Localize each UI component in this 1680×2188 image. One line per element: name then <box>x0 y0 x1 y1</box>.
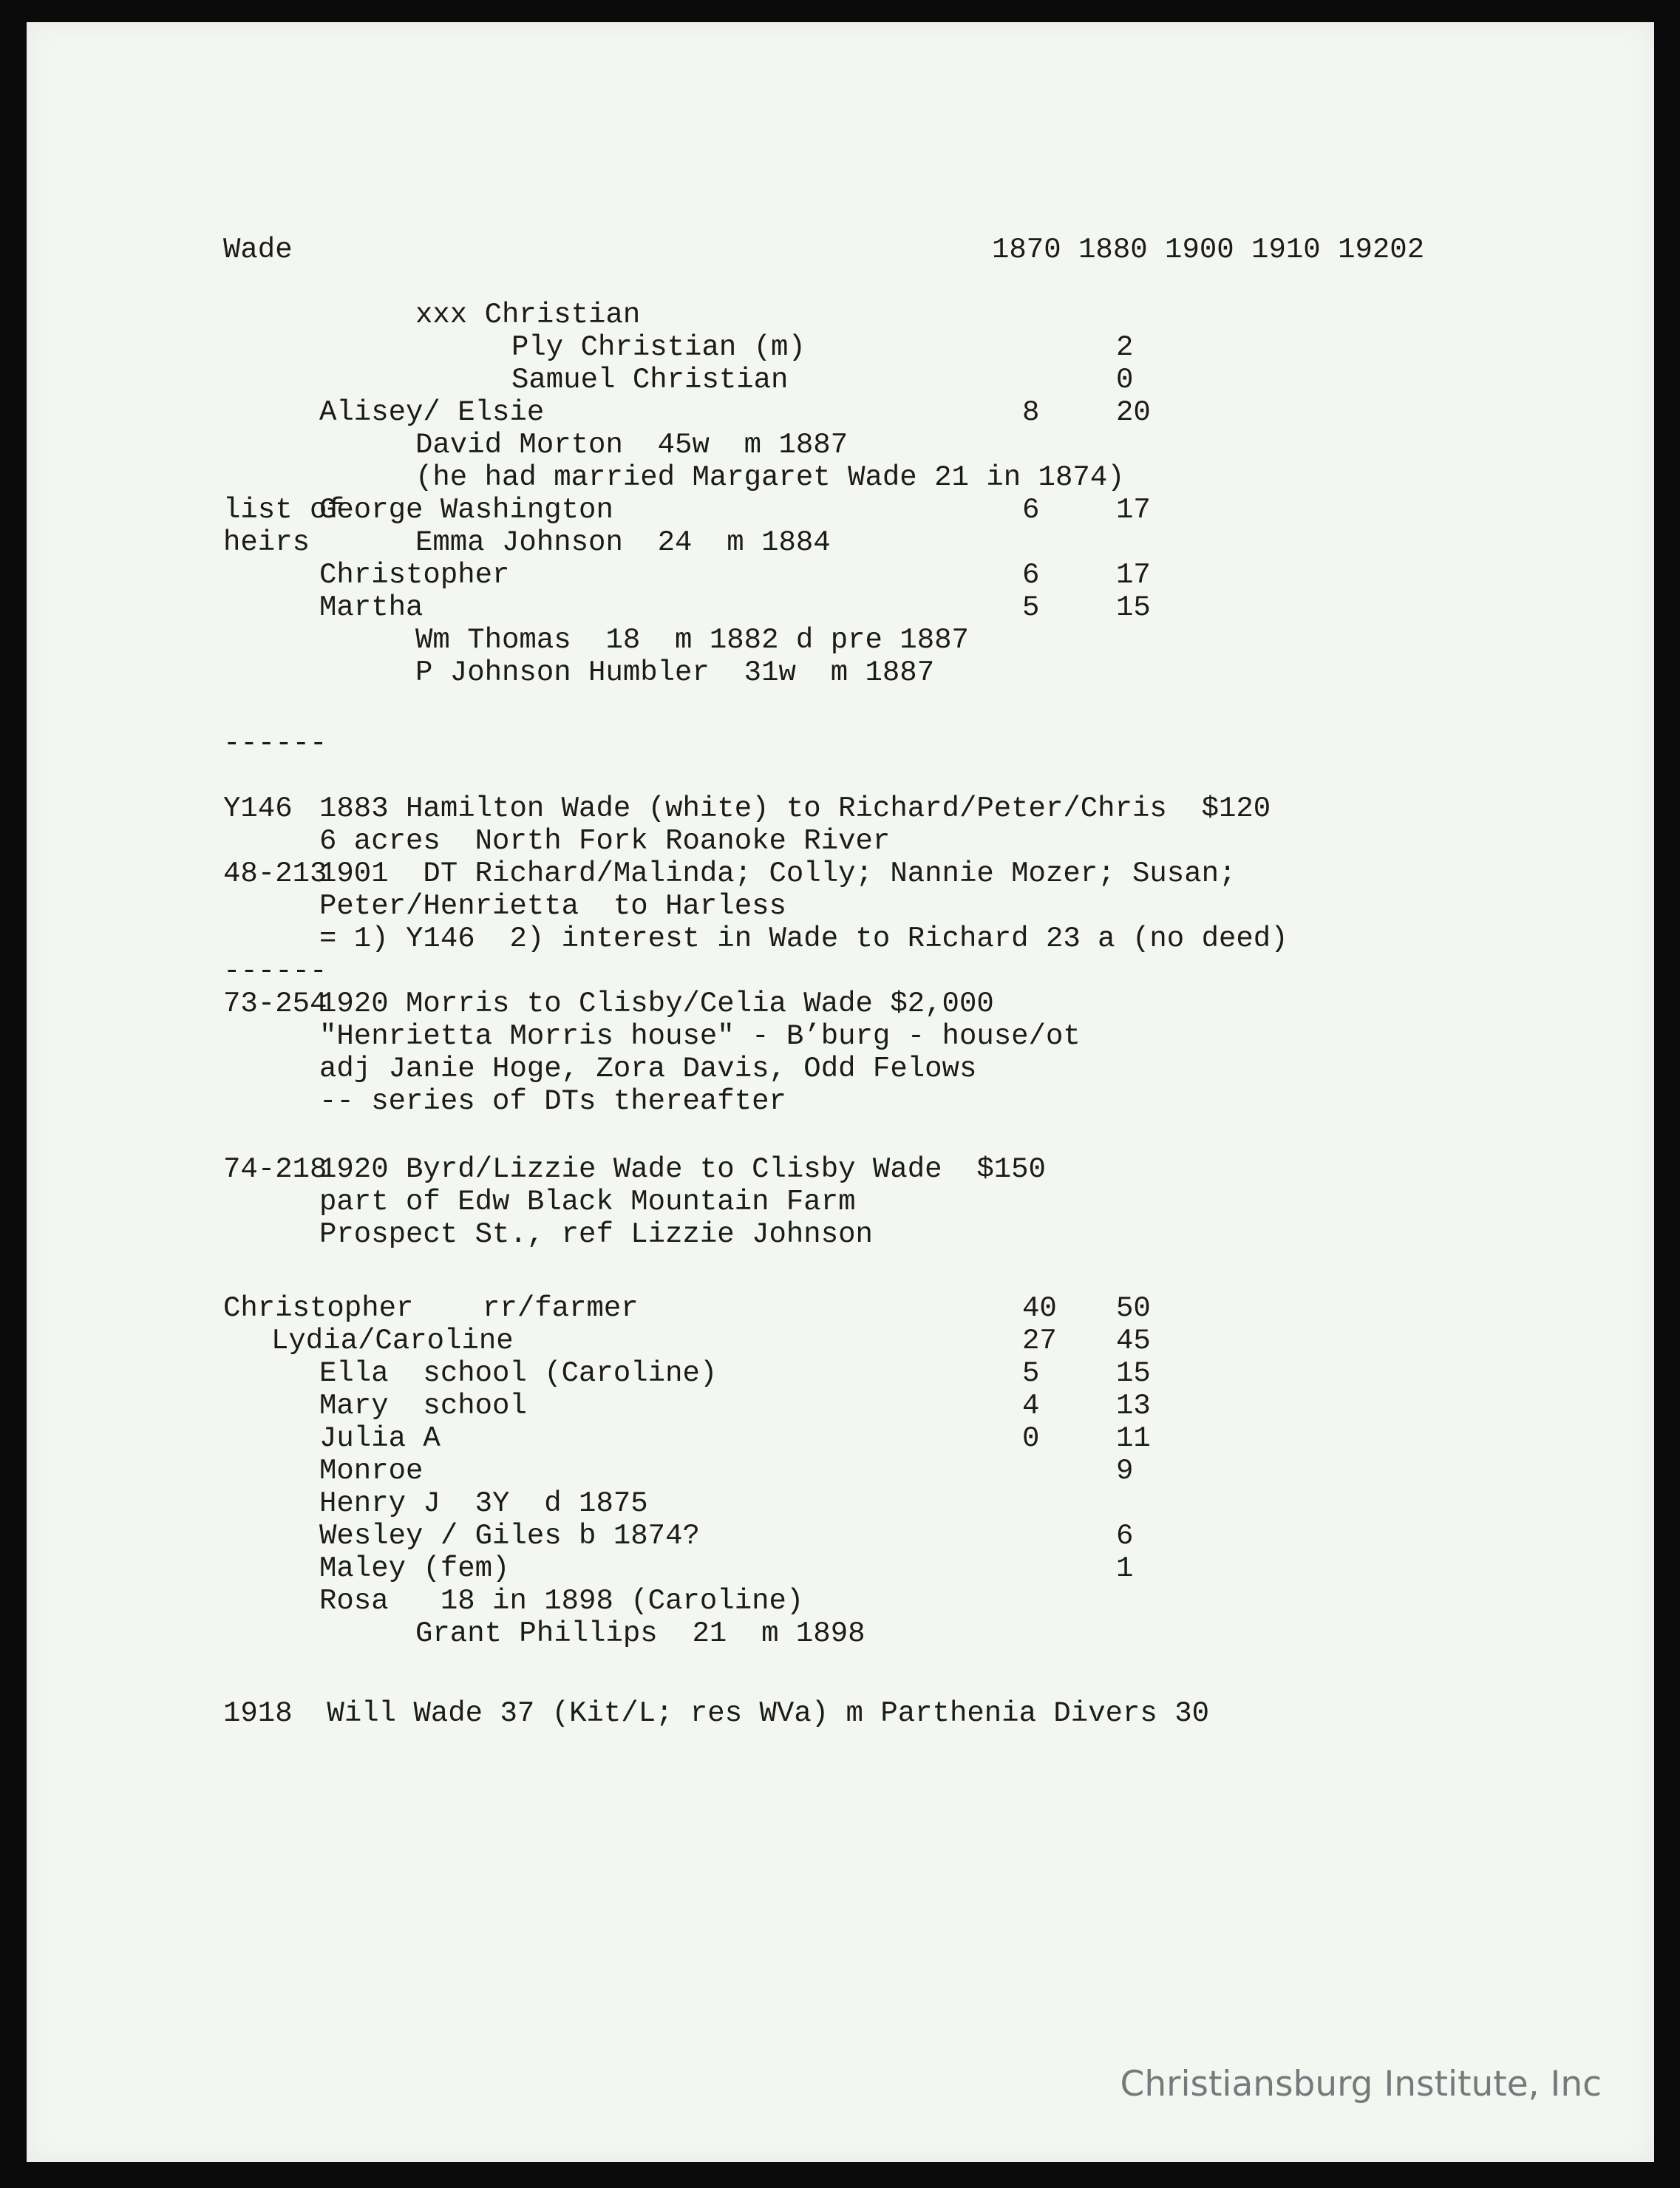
census-entry: Mary school <box>319 1390 527 1422</box>
deed-line: 1901 DT Richard/Malinda; Colly; Nannie Mozer; Susan; <box>319 857 1237 890</box>
deed-line: part of Edw Black Mountain Farm <box>319 1186 856 1218</box>
deed-line: = 1) Y146 2) interest in Wade to Richard 23 a (no deed) <box>319 923 1288 955</box>
census-entry: Ella school (Caroline) <box>319 1357 718 1390</box>
census-entry: Martha <box>319 591 424 624</box>
census-entry: Maley (fem) <box>319 1552 510 1585</box>
census-entry: George Washington <box>319 494 613 526</box>
census-entry: Emma Johnson 24 m 1884 <box>415 526 831 559</box>
census-value: 0 <box>1116 364 1134 396</box>
census-entry: Samuel Christian <box>511 364 789 396</box>
census-value: 6 <box>1022 494 1040 526</box>
census-entry: Grant Phillips 21 m 1898 <box>415 1617 865 1650</box>
census-value: 40 <box>1022 1292 1057 1325</box>
census-entry: Christopher <box>319 559 510 591</box>
census-entry: P Johnson Humbler 31w m 1887 <box>415 656 935 689</box>
census-value: 6 <box>1022 559 1040 591</box>
census-entry: Ply Christian (m) <box>511 331 806 364</box>
census-value: 13 <box>1116 1390 1151 1422</box>
census-value: 5 <box>1022 1357 1040 1390</box>
census-entry: (he had married Margaret Wade 21 in 1874) <box>415 461 1125 494</box>
census-entry: xxx Christian <box>415 299 641 331</box>
census-value: 4 <box>1022 1390 1040 1422</box>
census-entry: Wesley / Giles b 1874? <box>319 1520 700 1552</box>
header-years: 1870 1880 1900 1910 19202 <box>992 234 1425 266</box>
deed-line: Peter/Henrietta to Harless <box>319 890 786 923</box>
census-entry: Wm Thomas 18 m 1882 d pre 1887 <box>415 624 969 656</box>
deed-line: 1920 Byrd/Lizzie Wade to Clisby Wade $150 <box>319 1153 1046 1186</box>
census-value: 45 <box>1116 1325 1151 1357</box>
margin-note: list of <box>223 494 344 526</box>
census-value: 20 <box>1116 396 1151 429</box>
census-value: 5 <box>1022 591 1040 624</box>
census-entry: Rosa 18 in 1898 (Caroline) <box>319 1585 804 1617</box>
header-name: Wade <box>223 234 293 266</box>
footer-record: 1918 Will Wade 37 (Kit/L; res WVa) m Parthenia Divers 30 <box>223 1697 1210 1730</box>
census-value: 17 <box>1116 494 1151 526</box>
census-value: 0 <box>1022 1422 1040 1455</box>
deed-line: 6 acres North Fork Roanoke River <box>319 825 891 857</box>
census-value: 1 <box>1116 1552 1134 1585</box>
census-value: 8 <box>1022 396 1040 429</box>
census-value: 50 <box>1116 1292 1151 1325</box>
census-value: 11 <box>1116 1422 1151 1455</box>
census-value: 2 <box>1116 331 1134 364</box>
deed-line: 1883 Hamilton Wade (white) to Richard/Peter/Chris $120 <box>319 792 1271 825</box>
census-value: 17 <box>1116 559 1151 591</box>
deed-line: "Henrietta Morris house" - B’burg - house/ot <box>319 1020 1081 1053</box>
deed-reference: 74-218 <box>223 1153 327 1186</box>
document-page <box>27 22 1654 2162</box>
margin-note: heirs <box>223 526 310 559</box>
divider: ------ <box>223 727 327 760</box>
census-entry: Julia A <box>319 1422 441 1455</box>
census-entry: Christopher rr/farmer <box>223 1292 639 1325</box>
deed-reference: 48-213 <box>223 857 327 890</box>
census-value: 27 <box>1022 1325 1057 1357</box>
census-value: 6 <box>1116 1520 1134 1552</box>
census-value: 15 <box>1116 1357 1151 1390</box>
deed-line: -- series of DTs thereafter <box>319 1085 786 1118</box>
census-entry: Alisey/ Elsie <box>319 396 545 429</box>
census-entry: David Morton 45w m 1887 <box>415 429 848 461</box>
census-entry: Lydia/Caroline <box>271 1325 514 1357</box>
deed-reference: Y146 <box>223 792 293 825</box>
census-entry: Monroe <box>319 1455 424 1487</box>
deed-line: Prospect St., ref Lizzie Johnson <box>319 1218 873 1251</box>
deed-reference: 73-254 <box>223 988 327 1020</box>
watermark-text: Christiansburg Institute, Inc <box>1120 2064 1602 2104</box>
deed-reference: ------ <box>223 955 327 988</box>
deed-line: 1920 Morris to Clisby/Celia Wade $2,000 <box>319 988 994 1020</box>
deed-line: adj Janie Hoge, Zora Davis, Odd Felows <box>319 1053 977 1085</box>
census-entry: Henry J 3Y d 1875 <box>319 1487 648 1520</box>
census-value: 15 <box>1116 591 1151 624</box>
census-value: 9 <box>1116 1455 1134 1487</box>
